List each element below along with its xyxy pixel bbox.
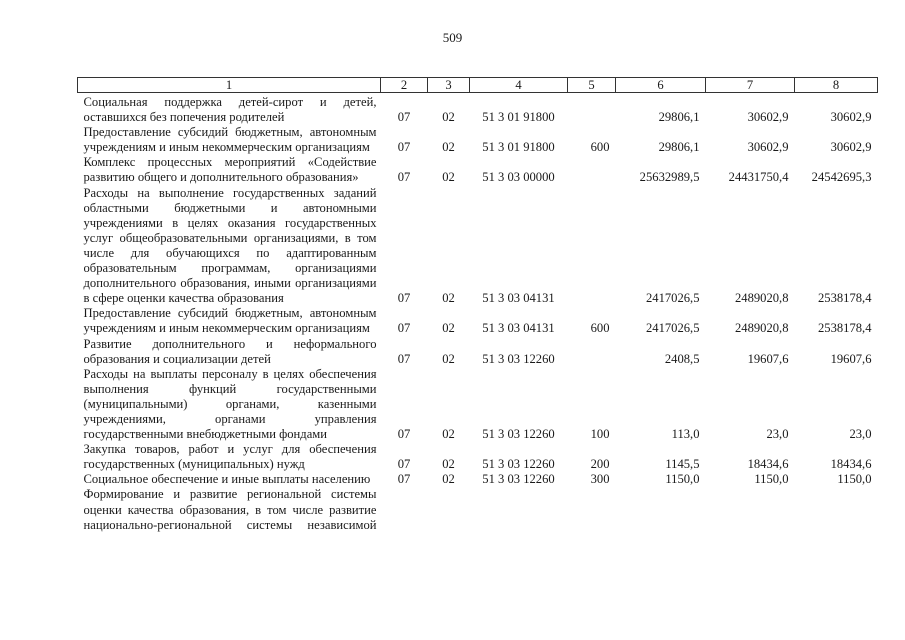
row-target-code: 51 3 03 00000	[482, 170, 555, 185]
row-target-code: 51 3 01 91800	[482, 110, 555, 125]
row-name: Предоставление субсидий бюджетным, автономным учреждениям и иным некоммерческим организациям	[83, 125, 377, 155]
col-header-8: 8	[795, 78, 878, 93]
table-row	[78, 186, 878, 307]
row-section: 07	[397, 457, 411, 472]
row-subsection: 02	[442, 472, 455, 487]
row-name: Расходы на выплаты персоналу в целях обеспечения выполнения функций государственными (муниципальными) органами, казенными учреждениями, органами управления государственными внебюджетными фондами	[83, 366, 377, 442]
row-target-code: 51 3 03 04131	[482, 321, 555, 336]
row-section: 07	[397, 170, 411, 185]
row-target-code: 51 3 03 12260	[482, 427, 555, 442]
row-amount-year1: 2408,5	[664, 351, 700, 366]
row-target-code: 51 3 03 12260	[482, 472, 555, 487]
row-amount-year2: 30602,9	[747, 140, 789, 155]
row-amount-year3: 19607,6	[830, 351, 872, 366]
row-section: 07	[397, 427, 411, 442]
row-amount-year1	[616, 487, 706, 532]
row-section: 07	[397, 472, 411, 487]
row-subsection	[428, 487, 470, 532]
table-row	[78, 125, 878, 155]
table-row	[78, 472, 878, 487]
row-amount-year2: 19607,6	[747, 351, 789, 366]
table-row	[78, 442, 878, 472]
row-name: Расходы на выполнение государственных заданий областными бюджетными и автономными учреждениями в целях оказания государственных услуг общеобразовательными организациями, в том числе для обучающихся по адаптированным образовательным программам, организациями дополнительного образования, иными организациями в сфере оценки качества образования	[83, 185, 377, 306]
row-subsection: 02	[442, 170, 455, 185]
row-target-code: 51 3 03 12260	[482, 351, 555, 366]
col-header-5: 5	[568, 78, 616, 93]
row-amount-year2: 2489020,8	[734, 321, 789, 336]
row-name: Социальная поддержка детей-сирот и детей, оставшихся без попечения родителей	[83, 95, 377, 125]
row-name: Комплекс процессных мероприятий «Содействие развитию общего и дополнительного образования»	[83, 155, 377, 185]
row-amount-year2: 24431750,4	[728, 170, 789, 185]
header-row	[78, 78, 878, 93]
row-name: Развитие дополнительного и неформального образования и социализации детей	[83, 336, 377, 366]
row-expense-type	[568, 487, 616, 532]
row-name: Закупка товаров, работ и услуг для обеспечения государственных (муниципальных) нужд	[83, 442, 377, 472]
row-expense-type	[568, 337, 616, 367]
row-amount-year3: 30602,9	[830, 110, 872, 125]
row-subsection: 02	[442, 140, 455, 155]
row-amount-year1: 113,0	[671, 427, 700, 442]
row-amount-year2: 1150,0	[754, 472, 789, 487]
row-section: 07	[397, 140, 411, 155]
row-subsection: 02	[442, 321, 455, 336]
row-amount-year2: 18434,6	[747, 457, 789, 472]
row-amount-year1: 1150,0	[665, 472, 700, 487]
row-amount-year2: 23,0	[766, 427, 789, 442]
row-subsection: 02	[442, 110, 455, 125]
row-amount-year1: 29806,1	[658, 140, 700, 155]
budget-table	[77, 77, 878, 533]
row-subsection: 02	[442, 427, 455, 442]
col-header-1: 1	[78, 78, 381, 93]
table-row	[78, 337, 878, 367]
row-amount-year3: 23,0	[849, 427, 872, 442]
col-header-4: 4	[470, 78, 568, 93]
row-expense-type	[568, 155, 616, 185]
row-subsection: 02	[442, 457, 455, 472]
row-amount-year1: 25632989,5	[639, 170, 700, 185]
row-expense-type: 600	[590, 321, 610, 336]
row-amount-year3: 24542695,3	[811, 170, 872, 185]
row-expense-type: 600	[590, 140, 610, 155]
row-target-code: 51 3 03 04131	[482, 291, 555, 306]
row-name: Социальное обеспечение и иные выплаты населению	[83, 472, 371, 487]
row-expense-type: 300	[590, 472, 610, 487]
row-amount-year3: 2538178,4	[817, 291, 872, 306]
row-section: 07	[397, 321, 411, 336]
row-amount-year3: 1150,0	[837, 472, 872, 487]
row-amount-year1: 1145,5	[665, 457, 700, 472]
table-row	[78, 306, 878, 336]
table-row	[78, 93, 878, 126]
row-subsection: 02	[442, 291, 455, 306]
row-amount-year1: 2417026,5	[645, 291, 700, 306]
row-expense-type: 100	[590, 427, 610, 442]
row-section: 07	[397, 110, 411, 125]
row-section: 07	[397, 351, 411, 366]
row-section: 07	[397, 291, 411, 306]
row-amount-year1: 29806,1	[658, 110, 700, 125]
row-expense-type	[568, 93, 616, 126]
row-name: Формирование и развитие региональной системы оценки качества образования, в том числе развитие национально-региональной системы независимой	[83, 487, 377, 532]
table-row	[78, 155, 878, 185]
row-amount-year2: 2489020,8	[734, 291, 789, 306]
col-header-3: 3	[428, 78, 470, 93]
col-header-2: 2	[381, 78, 428, 93]
row-amount-year3: 18434,6	[830, 457, 872, 472]
row-subsection: 02	[442, 351, 455, 366]
row-expense-type	[568, 186, 616, 307]
col-header-7: 7	[706, 78, 795, 93]
row-amount-year3	[795, 487, 878, 532]
row-target-code	[470, 487, 568, 532]
row-name: Предоставление субсидий бюджетным, автономным учреждениям и иным некоммерческим организациям	[83, 306, 377, 336]
row-expense-type: 200	[590, 457, 610, 472]
row-section	[381, 487, 428, 532]
table-row	[78, 487, 878, 532]
row-amount-year3: 30602,9	[830, 140, 872, 155]
table-row	[78, 367, 878, 442]
row-amount-year2: 30602,9	[747, 110, 789, 125]
row-amount-year1: 2417026,5	[645, 321, 700, 336]
page-number: 509	[442, 30, 463, 45]
col-header-6: 6	[616, 78, 706, 93]
row-amount-year2	[706, 487, 795, 532]
row-amount-year3: 2538178,4	[817, 321, 872, 336]
row-target-code: 51 3 01 91800	[482, 140, 555, 155]
row-target-code: 51 3 03 12260	[482, 457, 555, 472]
